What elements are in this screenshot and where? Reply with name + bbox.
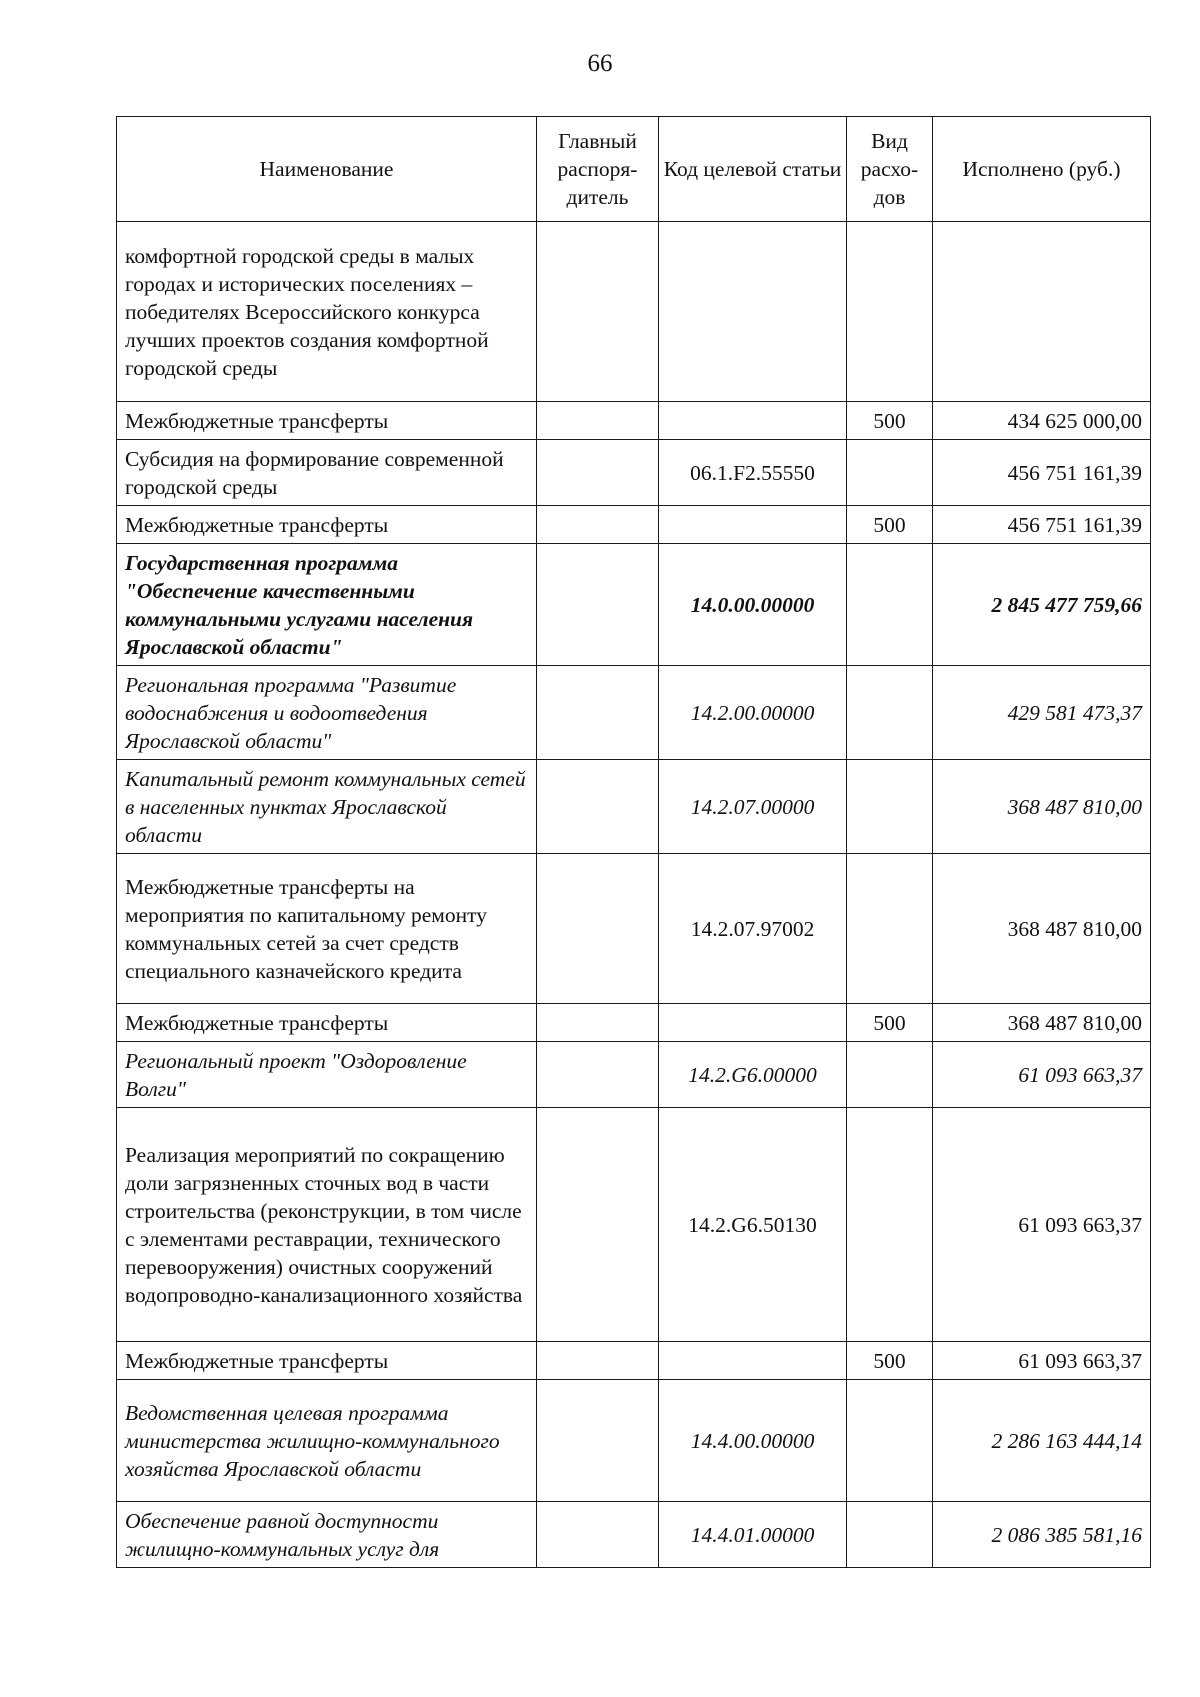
row-glavny [537,506,659,544]
row-vid: 500 [847,402,933,440]
row-glavny [537,440,659,506]
row-vid [847,1108,933,1342]
row-kod: 14.2.G6.50130 [659,1108,847,1342]
row-kod: 14.4.01.00000 [659,1502,847,1568]
row-name: Межбюджетные трансферты [117,1342,537,1380]
row-vid: 500 [847,1342,933,1380]
row-sum: 368 487 810,00 [933,854,1151,1004]
row-vid [847,440,933,506]
row-glavny [537,760,659,854]
row-glavny [537,1108,659,1342]
row-kod [659,222,847,402]
header-glavny: Главный распоря-дитель [537,117,659,222]
table-row [117,666,1151,760]
row-kod: 14.2.G6.00000 [659,1042,847,1108]
row-kod: 14.0.00.00000 [659,544,847,666]
table-row [117,1042,1151,1108]
row-sum: 434 625 000,00 [933,402,1151,440]
row-glavny [537,222,659,402]
row-sum: 2 286 163 444,14 [933,1380,1151,1502]
row-name: Межбюджетные трансферты [117,1004,537,1042]
row-sum [933,222,1151,402]
row-vid [847,1502,933,1568]
row-glavny [537,1502,659,1568]
row-vid: 500 [847,506,933,544]
row-sum: 61 093 663,37 [933,1042,1151,1108]
row-name: Субсидия на формирование современной городской среды [117,440,537,506]
row-sum: 2 845 477 759,66 [933,544,1151,666]
row-kod: 14.2.00.00000 [659,666,847,760]
row-vid [847,1380,933,1502]
row-kod: 14.4.00.00000 [659,1380,847,1502]
header-kod: Код целевой статьи [659,117,847,222]
row-sum: 456 751 161,39 [933,506,1151,544]
row-name: Реализация мероприятий по сокращению доли загрязненных сточных вод в части строительства (реконструкции, в том числе с элементами реставрации, технического перевооружения) очистных сооружений водопроводно-канализационного хозяйства [117,1108,537,1342]
row-glavny [537,402,659,440]
row-kod: 06.1.F2.55550 [659,440,847,506]
row-vid [847,222,933,402]
row-sum: 368 487 810,00 [933,1004,1151,1042]
row-sum: 456 751 161,39 [933,440,1151,506]
row-glavny [537,1342,659,1380]
row-sum: 61 093 663,37 [933,1108,1151,1342]
row-kod [659,402,847,440]
row-name: Региональная программа "Развитие водоснабжения и водоотведения Ярославской области" [117,666,537,760]
row-sum: 429 581 473,37 [933,666,1151,760]
table-row [117,1004,1151,1042]
row-glavny [537,854,659,1004]
row-name: Межбюджетные трансферты [117,402,537,440]
row-name: Межбюджетные трансферты на мероприятия по капитальному ремонту коммунальных сетей за счет средств специального казначейского кредита [117,854,537,1004]
row-vid [847,544,933,666]
row-kod: 14.2.07.00000 [659,760,847,854]
row-name: Ведомственная целевая программа министерства жилищно-коммунального хозяйства Ярославской области [117,1380,537,1502]
row-name: Обеспечение равной доступности жилищно-коммунальных услуг для [117,1502,537,1568]
row-vid [847,666,933,760]
row-sum: 61 093 663,37 [933,1342,1151,1380]
table-row [117,1342,1151,1380]
row-sum: 368 487 810,00 [933,760,1151,854]
row-kod: 14.2.07.97002 [659,854,847,1004]
row-vid: 500 [847,1004,933,1042]
table-header-row [117,117,1151,222]
row-glavny [537,1004,659,1042]
header-ispolneno: Исполнено (руб.) [933,117,1151,222]
row-vid [847,760,933,854]
table-row [117,854,1151,1004]
row-glavny [537,1042,659,1108]
row-vid [847,1042,933,1108]
header-name: Наименование [117,117,537,222]
row-glavny [537,1380,659,1502]
row-kod [659,1342,847,1380]
table-row [117,222,1151,402]
row-glavny [537,666,659,760]
header-vid: Вид расхо-дов [847,117,933,222]
table-row [117,1502,1151,1568]
table-row [117,402,1151,440]
row-name: Капитальный ремонт коммунальных сетей в населенных пунктах Ярославской области [117,760,537,854]
row-vid [847,854,933,1004]
row-name: комфортной городской среды в малых городах и исторических поселениях – победителях Всероссийского конкурса лучших проектов создания комфортной городской среды [117,222,537,402]
row-glavny [537,544,659,666]
page-number: 66 [587,50,613,77]
budget-execution-table [116,116,1151,1568]
row-name: Региональный проект "Оздоровление Волги" [117,1042,537,1108]
row-name: Межбюджетные трансферты [117,506,537,544]
table-row [117,440,1151,506]
table-row [117,506,1151,544]
row-sum: 2 086 385 581,16 [933,1502,1151,1568]
row-kod [659,1004,847,1042]
table-row [117,544,1151,666]
table-row [117,760,1151,854]
table-row [117,1380,1151,1502]
row-kod [659,506,847,544]
table-row [117,1108,1151,1342]
row-name: Государственная программа "Обеспечение качественными коммунальными услугами населения Ярославской области" [117,544,537,666]
